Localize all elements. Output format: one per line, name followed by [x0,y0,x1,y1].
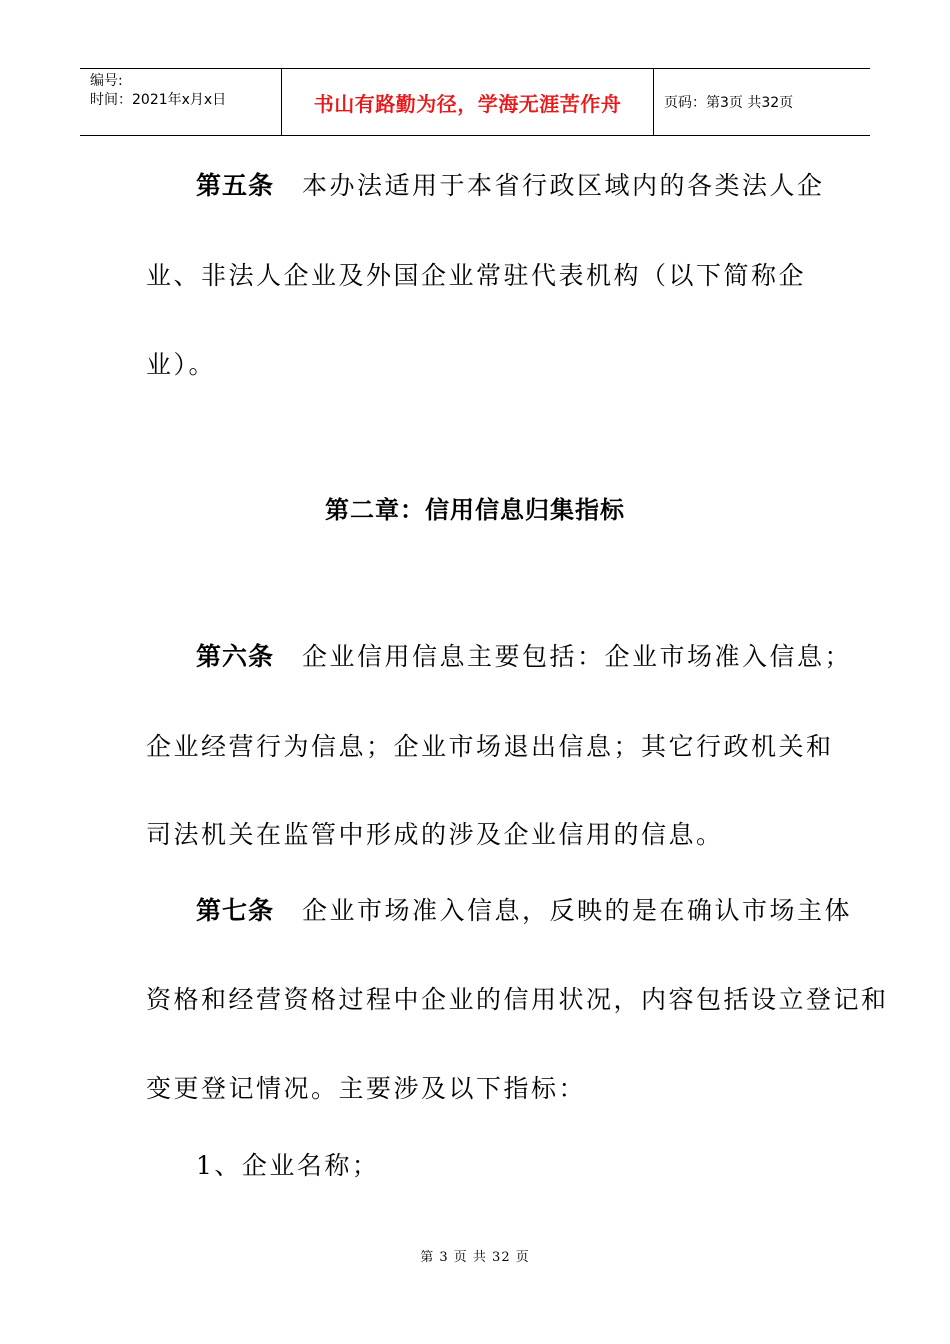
article-5-text-1: 本办法适用于本省行政区域内的各类法人企 [302,171,825,200]
article-7-text-1: 企业市场准入信息，反映的是在确认市场主体 [302,896,853,925]
document-header [80,68,870,136]
article-7-label: 第七条 [196,896,275,925]
article-7-line-1 [196,896,852,926]
article-7-line-3: 变更登记情况。主要涉及以下指标： [146,1074,587,1103]
article-7-line-2: 资格和经营资格过程中企业的信用状况，内容包括设立登记和 [146,985,889,1014]
header-motto-cell [282,69,654,135]
serial-number-label: 编号: [90,73,123,89]
header-page-cell [654,69,870,135]
article-5-line-1 [196,171,825,201]
page-info: 页码：第3页 共32页 [664,95,794,111]
motto-text: 书山有路勤为径，学海无涯苦作舟 [313,91,622,116]
date-label: 时间：2021年x月x日 [90,92,227,108]
article-5-line-3: 业）。 [146,350,217,379]
chapter-title: 第二章：信用信息归集指标 [325,496,625,524]
page-footer: 第 3 页 共 32 页 [420,1250,530,1265]
article-5-label: 第五条 [196,171,275,200]
article-6-label: 第六条 [196,642,275,671]
article-6-line-2: 企业经营行为信息；企业市场退出信息；其它行政机关和 [146,732,834,761]
list-item-1: 1、企业名称； [196,1151,380,1180]
article-6-line-3: 司法机关在监管中形成的涉及企业信用的信息。 [146,820,724,849]
article-6-text-1: 企业信用信息主要包括：企业市场准入信息； [302,642,853,671]
header-meta-cell [80,69,282,135]
article-6-line-1 [196,642,852,672]
article-5-line-2: 业、非法人企业及外国企业常驻代表机构（以下简称企 [146,261,807,290]
